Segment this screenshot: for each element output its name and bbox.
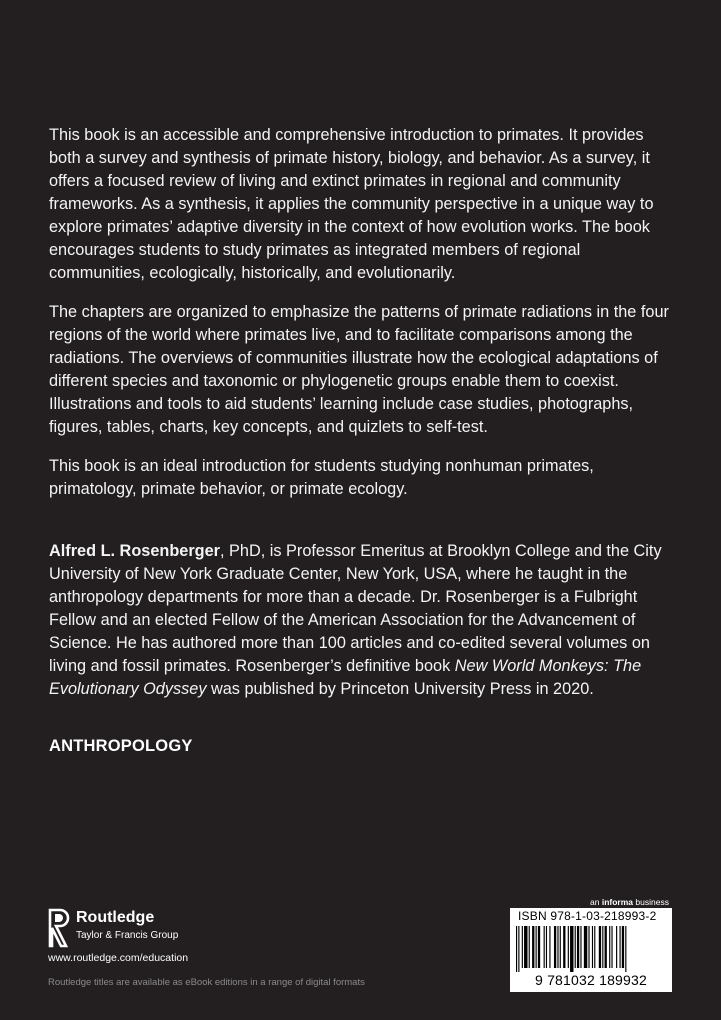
barcode-bar [518, 926, 519, 972]
ebook-note: Routledge titles are available as eBook editions in a range of digital formats [48, 977, 365, 988]
isbn-barcode [510, 908, 672, 992]
barcode-bar [580, 926, 581, 968]
description-paragraph-1 [49, 124, 675, 285]
barcode-bar [538, 926, 540, 968]
barcode-bar [602, 926, 603, 968]
barcode-bar [616, 926, 617, 968]
barcode-bar [625, 926, 626, 972]
barcode-bar [522, 926, 523, 968]
barcode-bar [605, 926, 607, 968]
barcode-bar [588, 926, 589, 968]
barcode-bar [577, 926, 579, 968]
barcode-bar [620, 926, 621, 968]
barcode-bar [524, 926, 527, 968]
publisher-block [48, 908, 308, 968]
author-name: Alfred L. Rosenberger [49, 542, 220, 560]
barcode-bar [609, 926, 610, 968]
barcode-bar [557, 926, 558, 968]
author-bio-text-1: , PhD, is Professor Emeritus at Brooklyn College and the City University of New York Graduate Center, New York, USA, where he taught in the anthropology departments for more than a decade. Dr. Rosenberger is a Fulbright Fellow and an elected Fellow of the American Association for the Advancement of Science. He has authored more than 100 articles and co-edited several volumes on living and fossil primates. Rosenberger’s definitive book [49, 542, 662, 675]
publisher-url[interactable]: www.routledge.com/education [48, 952, 189, 964]
barcode-bar [536, 926, 537, 968]
author-bio [49, 540, 675, 701]
barcode-bar [592, 926, 593, 968]
description-paragraph-3 [49, 455, 675, 501]
description-text-1: This book is an accessible and comprehensive introduction to primates. It provides both a survey and synthesis of primate history, biology, and behavior. As a survey, it offers a focused review of living and extinct primates in regional and community frameworks. As a synthesis, it applies the community perspective in a unique way to explore primates’ adaptive diversity in the context of how evolution works. The book encourages students to study primates as integrated members of regional communities, ecologically, historically, and evolutionarily. [49, 126, 654, 282]
description-text-2: The chapters are organized to emphasize the patterns of primate radiations in the four regions of the world where primates live, and to facilitate comparisons among the radiations. The overviews of communities illustrate how the ecological adaptations of different species and taxonomic or phylogenetic groups enable them to coexist. Illustrations and tools to aid students’ learning include case studies, photographs, figures, tables, charts, key concepts, and quizlets to self-test. [49, 303, 669, 436]
publisher-name: Routledge [76, 909, 155, 926]
barcode-bar [584, 926, 587, 968]
author-book-title: New World Monkeys: The Evolutionary Odyssey [49, 657, 642, 698]
barcode-bar [546, 926, 547, 968]
author-bio-text-2: was published by Princeton University Press in 2020. [206, 680, 594, 698]
barcode-bar [532, 926, 534, 968]
barcode-bar [544, 926, 545, 968]
description-paragraph-2 [49, 301, 675, 439]
publisher-group: Taylor & Francis Group [76, 930, 179, 941]
routledge-logo-icon [48, 908, 70, 948]
barcode-bar [611, 926, 612, 968]
barcode-bar [549, 926, 550, 968]
barcode-bar [554, 926, 556, 968]
barcode-bar [560, 926, 561, 968]
informa-brand: informa [601, 897, 634, 907]
informa-prefix: an [590, 897, 600, 907]
barcode-bar [599, 926, 601, 968]
informa-business-label [590, 897, 669, 907]
barcode-bar [529, 926, 530, 968]
barcode-bar [563, 926, 565, 968]
description-text-3: This book is an ideal introduction for students studying nonhuman primates, primatology, primate behavior, or primate ecology. [49, 457, 594, 498]
barcode-digits: 9 781032 189932 [535, 972, 647, 988]
barcode-bar [575, 926, 576, 968]
barcode-bar [570, 926, 573, 972]
informa-suffix: business [635, 897, 669, 907]
subject-category: ANTHROPOLOGY [49, 737, 193, 755]
barcode-bar [622, 926, 624, 968]
barcode-bar [594, 926, 595, 968]
barcode-icon [514, 926, 668, 972]
isbn-label: ISBN 978-1-03-218993-2 [518, 909, 657, 923]
barcode-bar [568, 926, 569, 968]
barcode-bar [516, 926, 517, 972]
